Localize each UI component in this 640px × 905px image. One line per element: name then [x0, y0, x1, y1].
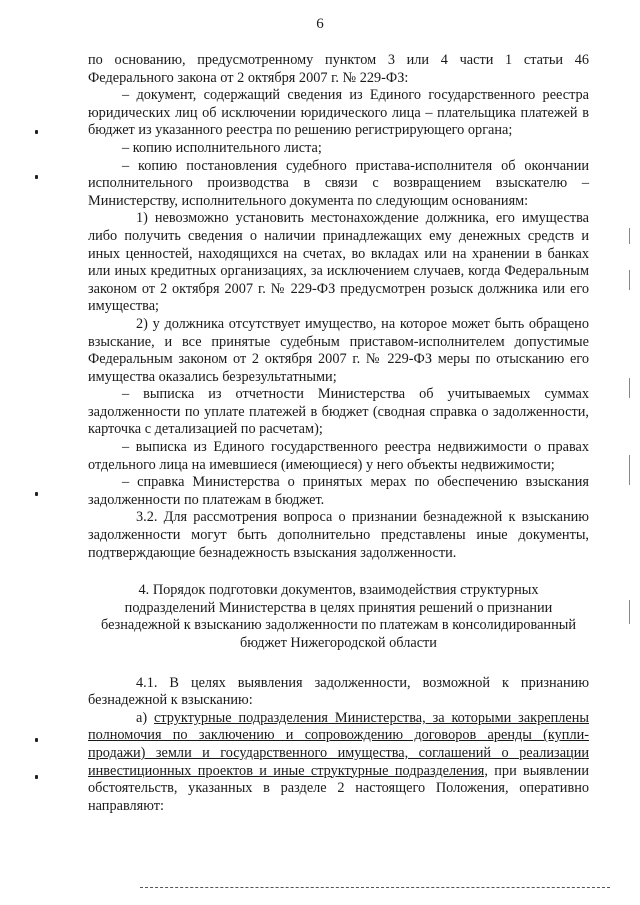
scan-mark: [35, 775, 38, 779]
list-item: – копию постановления судебного пристава-исполнителя об окончании исполнительного производства в связи с возвращением взыскателю – Министерству, исполнительного документа по следующим основаниям:: [88, 157, 589, 209]
scan-mark: [35, 492, 38, 496]
scan-edge: [629, 270, 630, 290]
list-item: – выписка из Единого государственного реестра недвижимости о правах отдельного лица на имевшиеся (имеющиеся) у него объекты недвижимости;: [88, 439, 589, 473]
scan-bottom-line: [140, 887, 610, 889]
paragraph: 3.2. Для рассмотрения вопроса о признании безнадежной к взысканию задолженности могут быть дополнительно представлены иные документы, подтверждающие безнадежность взыскания задолженности.: [88, 509, 589, 561]
paragraph: 4.1. В целях выявления задолженности, возможной к признанию безнадежной к взысканию:: [88, 674, 589, 709]
list-item: – документ, содержащий сведения из Единого государственного реестра юридических лиц об исключении юридического лица – плательщика платежей в бюджет из указанного реестра по решению регистрирующего органа;: [88, 87, 589, 139]
list-item: – копию исполнительного листа;: [122, 139, 322, 156]
list-item: – выписка из отчетности Министерства об учитываемых суммах задолженности по уплате платежей в бюджет (сводная справка о задолженности, карточка с детализацией по расчетам);: [88, 386, 589, 438]
item-prefix: а): [136, 709, 154, 726]
section-heading: [88, 582, 589, 652]
heading-line: безнадежной к взысканию задолженности по платежам в консолидированный: [101, 617, 576, 634]
scan-edge: [629, 228, 630, 244]
heading-line: 4. Порядок подготовки документов, взаимодействия структурных: [138, 582, 539, 599]
heading-line: бюджет Нижегородской области: [240, 635, 437, 651]
heading-line: подразделений Министерства в целях принятия решений о признании: [124, 599, 553, 616]
paragraph: 2) у должника отсутствует имущество, на которое может быть обращено взыскание, и все принятые судебным приставом-исполнителем допустимые Федеральным законом от 2 октября 2007 г. № 229-ФЗ меры по отысканию его имущества оказались безрезультатными;: [88, 315, 589, 385]
underlined-text: структурные подразделения Министерства, за которыми закреплены полномочия по заключению и сопровождению договоров аренды (купли-продажи) земли и государственного имущества, соглашений о реализации инвестиционных проектов и иные структурные подразделения,: [88, 709, 589, 779]
paragraph: [88, 710, 589, 816]
scan-edge: [629, 378, 630, 398]
scan-mark: [35, 175, 38, 179]
paragraph: 1) невозможно установить местонахождение должника, его имущества либо получить сведения о наличии принадлежащих ему денежных средств и иных ценностей, находящихся на счетах, во вкладах или на хранении в банках или иных кредитных организациях, за исключением случаев, когда Федеральным законом от 2 октября 2007 г. № 229-ФЗ предусмотрен розыск должника или его имущества;: [88, 210, 589, 315]
paragraph: по основанию, предусмотренному пунктом 3 или 4 части 1 статьи 46 Федерального закона от 2 октября 2007 г. № 229-ФЗ:: [88, 52, 589, 86]
paragraph-text: при выявлении обстоятельств, указанных в разделе 2 настоящего Положения, оперативно направляют:: [88, 762, 589, 814]
list-item: – справка Министерства о принятых мерах по обеспечению взыскания задолженности по платежам в бюджет.: [88, 474, 589, 508]
document-body: [88, 52, 589, 815]
scan-mark: [35, 130, 38, 134]
scan-mark: [35, 738, 38, 742]
scan-edge: [629, 600, 630, 624]
page-number: 6: [316, 16, 324, 32]
scan-edge: [629, 455, 630, 485]
